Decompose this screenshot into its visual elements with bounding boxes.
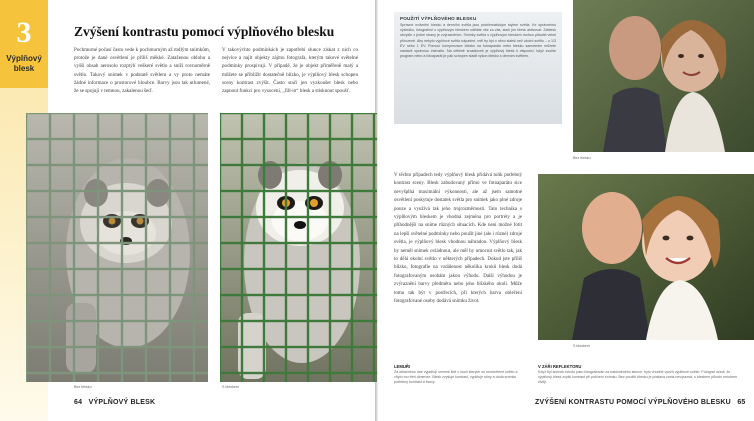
lemur-photo-no-flash <box>26 113 208 382</box>
body-column-2: V takovýchto podmínkách je zapotřebí slunce získat z nich co nejvíce a najít objekty zájmu fotografa, kterým takové světelné podmínky prospívají. V případě, že je objekt přiměřeně malý a můžete se přiblížit dostatečně blízko, je výplňový blesk schopen sceny kontrast zvýšit. Často stačí jen vyzkoušet blesk nebo zapnout funkci pro vysocení, „fill-in“ blesk a stisknout spoušť. <box>222 47 358 95</box>
body-column-1: Pochmurné počasí často vede k pochmurným až mdlým snímkům, protože je dané osvětlení je příliš měkké. Zataženou oblohu a vyšší obsah aerosolu rozptýlí veškeré světlo a sníží rovnoměrně světlo. Takový snímek v podstatě světlem a vy proto nemáte žádné informace o prostorové hloubce. Barvy jsou tak utlumené, že se spojují v temnou, zakalenou šeď. <box>74 47 210 95</box>
info-box <box>394 12 562 124</box>
chapter-number: 3 <box>16 16 32 49</box>
caption-no-flash-right: Bez blesku <box>573 156 591 160</box>
folio-page-number: 64 <box>74 399 83 406</box>
note-spotlight <box>538 364 738 386</box>
folio-page-number: 65 <box>737 399 746 406</box>
note-lemurs-text: Za oblačného dne vyjadřují snímek lidé v okolí kterých se neošetřené světlo a chybí mu třetí dimenze. Blesk zvyšuje kontrast, vyplňuje stíny a dodá snímku potřebný kontrast a barvy. <box>394 370 518 385</box>
caption-with-flash-right: S bleskem <box>573 344 590 348</box>
info-box-title: POUŽITÍ VÝPLŇOVÉHO BLESKU <box>400 16 477 21</box>
folio-label: ZVÝŠENÍ KONTRASTU POMOCÍ VÝPLŇOVÉHO BLESKU <box>535 399 731 406</box>
caption-with-flash-left: S bleskem <box>222 385 239 389</box>
lemur-photo-with-flash <box>220 113 377 382</box>
chapter-name: Výplňový blesk <box>6 54 42 73</box>
folio-label: VÝPLŇOVÝ BLESK <box>88 399 156 406</box>
article-title: Zvýšení kontrastu pomocí výplňového blesku <box>74 24 335 39</box>
note-spotlight-text: Když byl snímek tohoto páru fotografován za nakloněného slunce, bylo vhodné využít výplňové světlo. Fotograf uvedl, že výplňový blesk zvýšil kontrast při pořízení snímku. Bez použití blesku je postava zcela nevýrazná, s bleskem působí mnohem živěji. <box>538 370 737 385</box>
body-column-3: V těchto případech tedy výplňový blesk přidává tolik potřebný kontrast sceny. Blesk zabudovaný přímo ve fotoaparátu sice nevyšplhá maximální výkonnosti, ale až jsem samotné osvětlení poskytuje dostatek světla pro snímek jako plné zdroje pouze a využívá tak jeho trojrozměrnosti. Tato technika s výplňovým bleskem je vhodná zejména pro portréty a je příhodnější na sníme různých situacích. Kde není možné fotit na lepší světelné podmínky nebo použít jiné (ale i různé) zdroje světla, je výplňový blesk vhodnou náhradou. Výplňový blesk by neměl snímek ovládnout, ale měl by umocnit světlo tak, jak to dělá okolní světlo v některých případech. Dokud jste příliš blízko, fotografie na vzdálenost několika kroků blesk dodá fotografovaným osobám jakou výhodu. Další výhodou je zvýraznění barvy předmětu nebo jeho blízkého okolí. Může tomu tak být v postřecích, při kterých barva oblečení fotografované osoby dodává snímku život. <box>394 173 522 305</box>
note-lemurs-title: LEMUŘI <box>394 364 411 369</box>
couple-photo-no-flash <box>573 0 754 152</box>
couple-photo-with-flash <box>538 174 754 340</box>
folio-right <box>535 399 746 406</box>
folio-left <box>74 399 155 406</box>
note-spotlight-title: V ZÁŘI REFLEKTORU <box>538 364 582 369</box>
note-lemurs <box>394 364 522 386</box>
caption-no-flash-left: Bez blesku <box>74 385 92 389</box>
left-page <box>0 0 375 421</box>
info-box-text: Správné ovlivnění blesku a denního světla jsou problematickým stylem světla. Ke správnému výsledku, fotografovi s výplňovým bleskem uděláte vše za vás, stačí jen blesk aktivovat. Záblesk obvykle z jedné strany je zvýrazněním. Snímky světla s výplňovým bleskem mohou působit velmi přirozeně. Aby nebylo výplňové světlo nápadné, měl by být o něco slabší než okolní světlo – o 1/3 EV nebo 1 EV. Pomocí kompenzace blesku na fotoaparátu nebo blesku samotném můžete nastavit správnou intenzitu. Na většině zrcadlovek je výplňový blesk k dispozici, když zvolíte program nebo a fotoaparát je pak schopen sladit výkon blesku s denním světlem. <box>400 23 556 59</box>
